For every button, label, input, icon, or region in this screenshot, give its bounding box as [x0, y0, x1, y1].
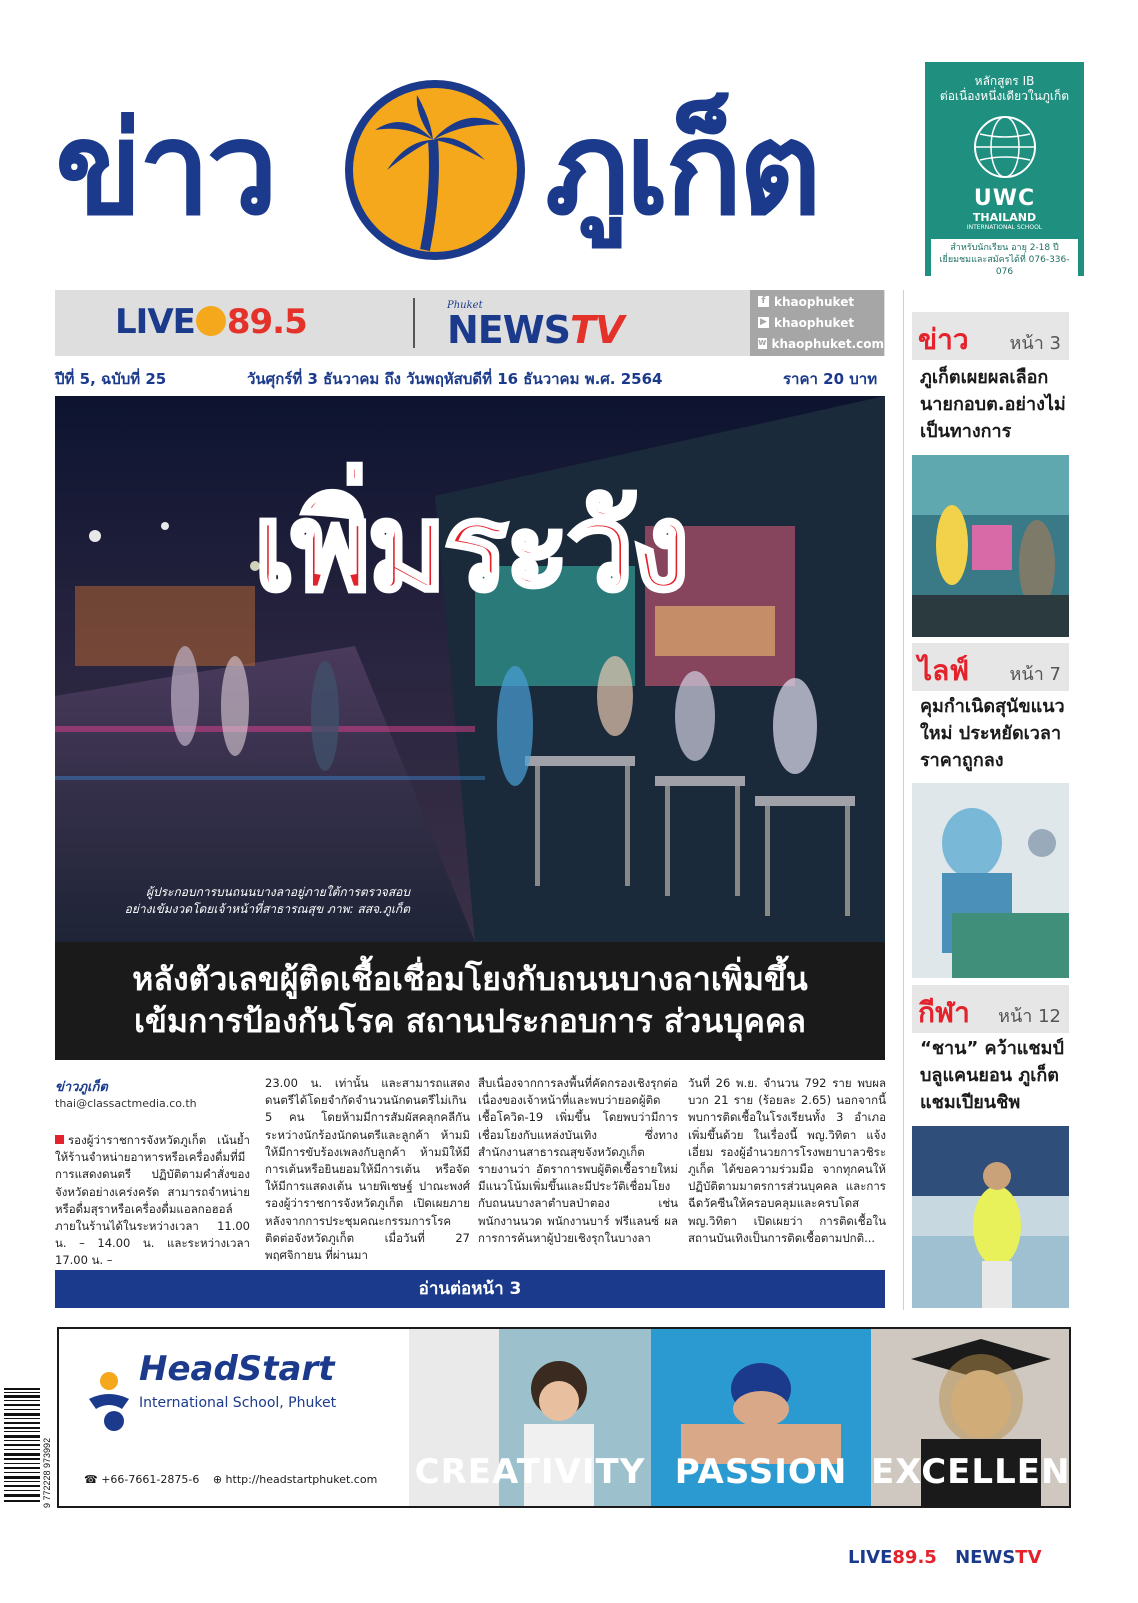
bullet-square-icon — [55, 1135, 64, 1144]
article-text: รองผู้ว่าราชการจังหวัดภูเก็ต เน้นย้ำให้ร้านจำหน่ายอาหารหรือเครื่องดื่มที่มีการแสดงดนตรี ปฏิบัติตามคำสั่งของจังหวัดอย่างเคร่งครัด สามารถจำหน่ายหรือดื่มสุราหรือเครื่องดื่มแอลกอฮอล์ภายในร้านได้ในระหว่างเวลา 11.00 น. – 14.00 น. และระหว่างเวลา 17.00 น. – — [55, 1133, 250, 1268]
panel-excellence — [871, 1329, 1121, 1506]
web-icon: w — [758, 338, 767, 348]
headstart-name: HeadStart — [139, 1349, 335, 1389]
social-label: khaophuket.com — [771, 336, 884, 351]
photo-caption-line1: ผู้ประกอบการบนถนนบางลาอยู่ภายใต้การตรวจสอบ — [145, 885, 410, 899]
phone-icon: ☎ — [84, 1473, 102, 1486]
voting-photo — [912, 455, 1069, 637]
issue-dates: วันศุกร์ที่ 3 ธันวาคม ถึง วันพฤหัสบดีที่ 16 ธันวาคม พ.ศ. 2564 — [247, 370, 663, 388]
issue-line — [55, 367, 885, 391]
facebook-icon: f — [758, 296, 769, 307]
barcode-number: 9 772228 973992 — [42, 1437, 52, 1508]
photo-caption-line2: อย่างเข้มงวดโดยเจ้าหน้าที่สาธารณสุข ภาพ: สสจ.ภูเก็ต — [124, 902, 410, 916]
sidebar-divider — [903, 290, 904, 1310]
sidebar-head-news[interactable] — [912, 312, 1069, 360]
social-label: khaophuket — [774, 315, 855, 330]
article-column-2: 23.00 น. เท่านั้น และสามารถแสดงดนตรีได้โดยจำกัดจำนวนนักดนตรีไม่เกิน 5 คน โดยห้ามมีการสัมผัสคลุกคลีกันระหว่างนักร้องนักดนตรีและลูกค้า ห้ามมิให้มีการขับร้องเพลงกับลูกค้า ห้ามมิให้มีการเต้นหรือยินยอมให้มีการเต้น หรือจัดให้มีการแสดงเต้น นายพิเชษฐ์ ปาณะพงศ์ รองผู้ว่าราชการจังหวัดภูเก็ต เปิดเผยภายหลังจากการประชุมคณะกรรมการโรคติดต่อจังหวัดภูเก็ต เมื่อวันที่ 27 พฤศจิกายน ที่ผ่านมา — [265, 1076, 470, 1263]
sidebar-kicker: กีฬา — [918, 996, 970, 1029]
brand-divider — [413, 298, 415, 348]
barcode — [2, 1380, 54, 1515]
social-website[interactable] — [750, 334, 884, 353]
uwc-ad-school: INTERNATIONAL SCHOOL — [966, 224, 1043, 231]
footer-tv: TV — [1015, 1547, 1042, 1568]
headstart-subtitle: International School, Phuket — [139, 1395, 337, 1411]
uwc-ad[interactable] — [925, 62, 1084, 297]
youtube-icon: ▶ — [758, 317, 769, 328]
barcode-icon — [2, 1380, 54, 1515]
headstart-contact — [84, 1473, 377, 1486]
live-radio-logo[interactable] — [115, 302, 307, 342]
news-logo-small: Phuket — [447, 300, 483, 311]
lead-headline: เพิ่มระวัง — [253, 479, 687, 618]
lead-photo — [55, 396, 885, 942]
panel-caption: EXCELLENCE — [871, 1452, 1121, 1492]
sidebar-head-sport[interactable] — [912, 985, 1069, 1033]
headstart-logo-icon — [84, 1369, 134, 1439]
phuket-news-tv-logo[interactable] — [447, 300, 624, 352]
masthead — [55, 60, 885, 275]
sub-headline-line2: เข้มการป้องกันโรค สถานประกอบการ ส่วนบุคคล — [134, 1002, 806, 1040]
uwc-ad-phone: เยี่ยมชมและสมัครได้ที่ 076-336-076 — [939, 255, 1070, 277]
veterinary-photo — [912, 783, 1069, 978]
golfer-photo — [912, 1126, 1069, 1308]
byline-name: ข่าวภูเก็ต — [55, 1080, 108, 1095]
sidebar-photo-life — [912, 783, 1069, 978]
social-label: khaophuket — [774, 294, 855, 309]
uwc-ad-line2: ต่อเนื่องหนึ่งเดียวในภูเก็ต — [939, 89, 1070, 103]
sidebar-page: หน้า 12 — [998, 1006, 1061, 1027]
footer-live-num: 89.5 — [892, 1547, 937, 1568]
issue-price: ราคา 20 บาท — [783, 370, 878, 388]
sidebar-kicker: ข่าว — [918, 323, 969, 356]
live-logo-number: 89.5 — [226, 302, 307, 342]
palm-sun-logo-icon — [345, 80, 525, 260]
globe-icon: ⊕ — [212, 1473, 226, 1486]
headstart-phone: +66-7661-2875-6 — [101, 1473, 200, 1486]
byline-email[interactable]: thai@classactmedia.co.th — [55, 1097, 197, 1110]
masthead-title-left: ข่าว — [55, 95, 275, 244]
sidebar-teaser-life[interactable]: คุมกำเนิดสุนัขแนวใหม่ ประหยัดเวลา ราคาถูกลง — [912, 693, 1069, 781]
sidebar-photo-sport — [912, 1126, 1069, 1308]
sidebar-page: หน้า 7 — [1009, 664, 1061, 685]
footer-news: NEWS — [955, 1547, 1016, 1568]
globe-icon — [972, 114, 1038, 180]
headstart-url[interactable]: http://headstartphuket.com — [225, 1473, 378, 1486]
social-facebook[interactable] — [750, 292, 884, 311]
uwc-ad-line1: หลักสูตร IB — [974, 74, 1035, 88]
article-column-4: วันที่ 26 พ.ย. จำนวน 792 ราย พบผลบวก 21 ราย (ร้อยละ 2.65) นอกจากนี้พบการติดเชื้อในโรงเรียนทั้ง 3 อำเภอเพิ่มขึ้นด้วย ในเรื่องนี้ พญ.วิทิตา แจ้งเอี่ยม รองผู้อำนวยการโรงพยาบาลวชิระภูเก็ต ได้ขอความร่วมมือ จากทุกคนให้ปฏิบัติตามมาตรการส่วนบุคคล และการฉีดวัคซีนให้ครอบคลุมและครบโดส พญ.วิทิตา เปิดเผยว่า การติดเชื้อในสถานบันเทิงเป็นการติดเชื้อตามปกติ... — [688, 1076, 886, 1245]
uwc-ad-age: สำหรับนักเรียน อายุ 2-18 ปี — [950, 243, 1059, 253]
uwc-ad-country: THAILAND — [972, 211, 1037, 224]
sidebar-page: หน้า 3 — [1009, 333, 1061, 354]
issue-volume: ปีที่ 5, ฉบับที่ 25 — [55, 370, 167, 388]
masthead-title-right: ภูเก็ต — [545, 95, 818, 244]
social-links — [750, 290, 884, 356]
article-column-1 — [55, 1132, 250, 1270]
article-column-3: สืบเนื่องจากการลงพื้นที่คัดกรองเชิงรุกต่อเนื่องของเจ้าหน้าที่และพบว่ายอดผู้ติดเชื้อโควิด-19 เพิ่มขึ้น โดยพบว่ามีการเชื่อมโยงกับแหล่งบันเทิง ซึ่งทางสำนักงานสาธารณสุขจังหวัดภูเก็ต รายงานว่า อัตราการพบผู้ติดเชื้อรายใหม่มีแนวโน้มเพิ่มขึ้นและมีประวัติเชื่อมโยงกับถนนบางลาตำบลป่าตอง เช่น พนักงานนวด พนักงานบาร์ ฟรีแลนซ์ ผลการการค้นหาผู้ป่วยเชิงรุกในบางลา — [478, 1076, 678, 1245]
uwc-ad-brand: UWC — [973, 186, 1036, 211]
headstart-ad[interactable] — [57, 1327, 1121, 1508]
panel-creativity — [409, 1329, 651, 1506]
sidebar-teaser-news[interactable]: ภูเก็ตเผยผลเลือกนายกอบต.อย่างไม่เป็นทางการ — [912, 364, 1069, 452]
footer-logos — [848, 1547, 1042, 1568]
news-logo-tv: TV — [570, 308, 624, 352]
panel-caption: PASSION — [674, 1452, 848, 1492]
photo-caption — [85, 884, 410, 918]
sidebar-kicker: ไลฟ์ — [918, 654, 970, 687]
uwc-ad-info-box — [931, 239, 1078, 281]
sidebar-photo-news — [912, 455, 1069, 637]
sidebar-teaser-sport[interactable]: “ชาน” คว้าแชมป์บลูแคนยอน ภูเก็ตแชมเปียนชิพ — [912, 1035, 1069, 1123]
news-logo-news: NEWS — [447, 308, 571, 352]
continue-page-bar[interactable]: อ่านต่อหน้า 3 — [55, 1270, 885, 1308]
panel-passion — [651, 1329, 871, 1506]
sun-ball-icon — [196, 306, 226, 336]
byline — [55, 1076, 205, 1110]
footer-live: LIVE — [848, 1547, 893, 1568]
sub-headline-line1: หลังตัวเลขผู้ติดเชื้อเชื่อมโยงกับถนนบางลาเพิ่มขึ้น — [132, 960, 808, 998]
sidebar-head-life[interactable] — [912, 643, 1069, 691]
social-youtube[interactable] — [750, 313, 884, 332]
sub-headline — [55, 942, 885, 1060]
live-logo-text: LIVE — [115, 302, 195, 342]
panel-caption: CREATIVITY — [414, 1452, 646, 1492]
uwc-ad-url[interactable]: UWCTHAILAND.AC.TH — [943, 286, 1066, 297]
